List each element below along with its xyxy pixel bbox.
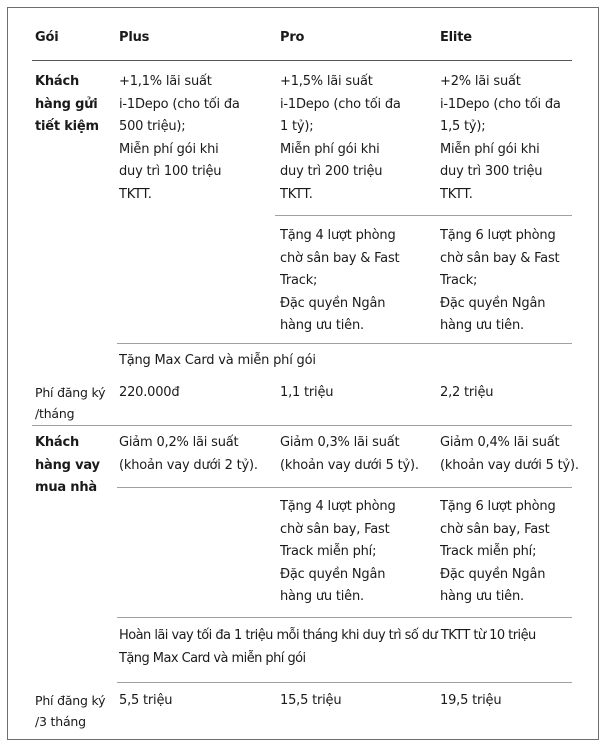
cell-line: 1,5 tỷ); <box>440 119 486 134</box>
cell-line: Đặc quyền Ngân <box>280 566 386 582</box>
cell-line: chờ sân bay, Fast <box>280 521 390 537</box>
cell-line: hàng ưu tiên. <box>280 589 364 604</box>
savings-elite-cell <box>440 71 561 206</box>
mortgage-common-cell <box>119 625 536 670</box>
cell-line: 1 tỷ); <box>280 119 314 134</box>
cell-line: Tặng 6 lượt phòng <box>440 228 556 243</box>
mortgage-label <box>35 432 100 500</box>
cell-line: Giảm 0,4% lãi suất <box>440 435 560 450</box>
savings-label-line: Khách <box>35 74 80 89</box>
cell-line: chờ sân bay, Fast <box>440 521 550 537</box>
cell-line: i-1Depo (cho tối đa <box>280 96 401 112</box>
savings-elite-perks-cell <box>440 225 559 338</box>
cell-line: Tặng Max Card và miễn phí gói <box>119 650 306 666</box>
cell-line: chờ sân bay & Fast <box>280 250 400 266</box>
fee-label-line: /3 tháng <box>35 714 86 729</box>
cell-line: (khoản vay dưới 5 tỷ). <box>280 457 419 473</box>
fee-label-line: /tháng <box>35 406 75 421</box>
fee-quarterly-label <box>35 690 105 732</box>
savings-perks-divider <box>275 215 572 216</box>
savings-label <box>35 71 99 139</box>
cell-line: +2% lãi suất <box>440 74 521 89</box>
fee-quarterly-pro: 15,5 triệu <box>280 693 342 708</box>
cell-line: Đặc quyền Ngân <box>440 566 546 582</box>
cell-line: Track; <box>440 273 478 288</box>
cell-line: Đặc quyền Ngân <box>280 295 386 311</box>
mortgage-pro-cell <box>280 432 419 477</box>
mortgage-plus-cell <box>119 432 258 477</box>
mortgage-label-line: mua nhà <box>35 480 97 495</box>
cell-line: duy trì 100 triệu <box>119 164 222 179</box>
fee-monthly-pro: 1,1 triệu <box>280 385 334 400</box>
savings-pro-cell <box>280 71 401 206</box>
header-package: Gói <box>35 30 59 45</box>
cell-line: 500 triệu); <box>119 119 186 134</box>
cell-line: Miễn phí gói khi <box>280 141 380 157</box>
header-divider <box>32 60 572 61</box>
cell-line: TKTT. <box>440 186 473 202</box>
fee-monthly-elite: 2,2 triệu <box>440 385 494 400</box>
savings-common-divider <box>117 343 572 344</box>
cell-line: Track miễn phí; <box>440 544 537 559</box>
mortgage-perks-divider <box>117 487 572 488</box>
cell-line: TKTT. <box>280 186 313 202</box>
fee-label-line: Phí đăng ký <box>35 693 106 708</box>
fee-quarterly-elite: 19,5 triệu <box>440 693 502 708</box>
cell-line: Hoàn lãi vay tối đa 1 triệu mỗi tháng khi duy trì số dư TKTT từ 10 triệu <box>119 628 536 643</box>
cell-line: hàng ưu tiên. <box>440 318 524 333</box>
cell-line: Track; <box>280 273 318 288</box>
header-elite: Elite <box>440 30 472 45</box>
cell-line: chờ sân bay & Fast <box>440 250 560 266</box>
fee-quarterly-plus: 5,5 triệu <box>119 693 173 708</box>
cell-line: hàng ưu tiên. <box>280 318 364 333</box>
mortgage-common-divider <box>117 617 572 618</box>
cell-line: Đặc quyền Ngân <box>440 295 546 311</box>
cell-line: Miễn phí gói khi <box>440 141 540 157</box>
header-pro: Pro <box>280 30 305 45</box>
mortgage-pro-perks-cell <box>280 496 396 609</box>
fee-label-line: Phí đăng ký <box>35 385 106 400</box>
savings-label-line: hàng gửi <box>35 96 98 112</box>
cell-line: (khoản vay dưới 5 tỷ). <box>440 457 579 473</box>
cell-line: Track miễn phí; <box>280 544 377 559</box>
mortgage-label-line: Khách <box>35 435 80 450</box>
cell-line: duy trì 200 triệu <box>280 164 383 179</box>
fee-monthly-label <box>35 382 105 424</box>
cell-line: Miễn phí gói khi <box>119 141 219 157</box>
cell-line: Giảm 0,2% lãi suất <box>119 435 239 450</box>
cell-line: (khoản vay dưới 2 tỷ). <box>119 457 258 473</box>
cell-line: Tặng 4 lượt phòng <box>280 499 396 514</box>
cell-line: i-1Depo (cho tối đa <box>119 96 240 112</box>
cell-line: i-1Depo (cho tối đa <box>440 96 561 112</box>
cell-line: Tặng 4 lượt phòng <box>280 228 396 243</box>
savings-label-line: tiết kiệm <box>35 119 99 134</box>
savings-common-cell: Tặng Max Card và miễn phí gói <box>119 353 316 368</box>
cell-line: +1,1% lãi suất <box>119 74 212 89</box>
cell-line: Tặng 6 lượt phòng <box>440 499 556 514</box>
mortgage-label-line: hàng vay <box>35 457 100 473</box>
mortgage-elite-perks-cell <box>440 496 556 609</box>
savings-pro-perks-cell <box>280 225 399 338</box>
cell-line: hàng ưu tiên. <box>440 589 524 604</box>
cell-line: +1,5% lãi suất <box>280 74 373 89</box>
cell-line: Giảm 0,3% lãi suất <box>280 435 400 450</box>
fee-quarterly-divider <box>117 682 572 683</box>
fee-monthly-divider <box>32 425 572 426</box>
fee-monthly-plus: 220.000đ <box>119 385 180 400</box>
header-plus: Plus <box>119 30 150 45</box>
cell-line: TKTT. <box>119 186 152 202</box>
cell-line: duy trì 300 triệu <box>440 164 543 179</box>
mortgage-elite-cell <box>440 432 579 477</box>
savings-plus-cell <box>119 71 240 206</box>
